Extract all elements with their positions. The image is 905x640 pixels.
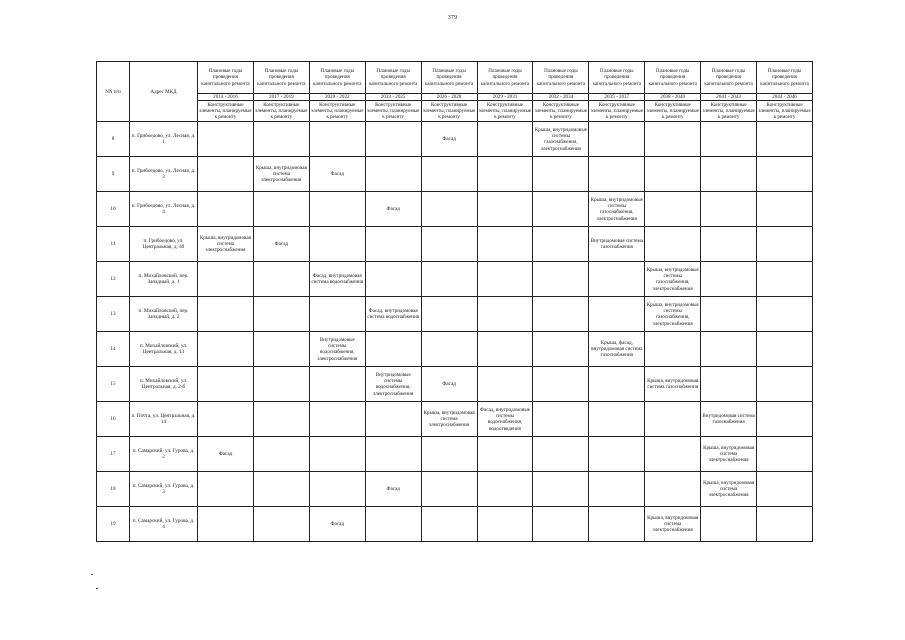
elements-header: Конструктивные элементы, планируемые к ремонту (758, 101, 811, 121)
repair-cell (365, 402, 421, 437)
repair-cell (198, 122, 254, 157)
repair-cell (589, 157, 645, 192)
repair-cell (365, 507, 421, 542)
repair-cell (533, 367, 589, 402)
repair-cell (309, 297, 365, 332)
repair-cell (589, 507, 645, 542)
row-number: 13 (97, 297, 130, 332)
repair-cell: Крыша, внутридомовая система электроснабжения (701, 437, 757, 472)
repair-cell (309, 122, 365, 157)
row-number: 10 (97, 192, 130, 227)
repair-cell (701, 157, 757, 192)
row-number: 19 (97, 507, 130, 542)
row-address: п. Грибоедово, ул. Лесная, д. 3 (130, 157, 198, 192)
repair-cell (757, 192, 813, 227)
period-header: 2023 - 2025 (365, 94, 421, 101)
repair-cell: Крыша, внутридомовые системы газоснабжения, электроснабжения (645, 297, 701, 332)
repair-schedule-table (96, 61, 813, 542)
period-header: 2017 - 2019 (253, 94, 309, 101)
repair-cell (365, 262, 421, 297)
repair-cell (253, 297, 309, 332)
repair-cell (198, 472, 254, 507)
repair-cell (477, 297, 533, 332)
repair-cell (477, 332, 533, 367)
repair-cell: Крыша, внутридомовая система газоснабжения (645, 367, 701, 402)
repair-cell (365, 437, 421, 472)
repair-cell (589, 367, 645, 402)
repair-cell (365, 157, 421, 192)
repair-cell (198, 157, 254, 192)
repair-cell (421, 437, 477, 472)
row-number: 17 (97, 437, 130, 472)
nn-header: NN п/п (97, 62, 130, 122)
repair-cell (645, 122, 701, 157)
header-row-planned (97, 62, 813, 94)
repair-cell: Фасад (421, 367, 477, 402)
table-row (97, 192, 813, 227)
repair-cell: Крыша, внутридомовые системы газоснабжения, электроснабжения (645, 262, 701, 297)
repair-cell (253, 332, 309, 367)
repair-cell (309, 192, 365, 227)
table-row (97, 297, 813, 332)
planned-years-header: Плановые годы проведения капитального ремонта (477, 62, 533, 94)
repair-cell (421, 192, 477, 227)
repair-cell (198, 367, 254, 402)
repair-cell (589, 122, 645, 157)
repair-cell: Фасад (365, 192, 421, 227)
repair-cell (421, 227, 477, 262)
elements-header: Конструктивные элементы, планируемые к ремонту (478, 101, 532, 121)
repair-cell (701, 192, 757, 227)
elements-header: Конструктивные элементы, планируемые к ремонту (255, 101, 308, 121)
address-header: Адрес МКД (130, 62, 198, 122)
repair-cell: Крыша, внутридомовая система электроснабжения (701, 472, 757, 507)
period-header: 2032 - 2034 (533, 94, 589, 101)
planned-years-header: Плановые годы проведения капитального ремонта (253, 62, 309, 94)
row-address: п. Михайловский, пер. Западный, д. 1 (130, 262, 198, 297)
repair-cell (198, 507, 254, 542)
repair-cell (533, 297, 589, 332)
table-body (97, 122, 813, 542)
row-address: п. Грибоедово, ул. Лесная, д. 1 (130, 122, 198, 157)
repair-cell: Фасад (253, 227, 309, 262)
repair-cell (533, 437, 589, 472)
repair-cell: Внутридомовые системы водоснабжения, электроснабжения (365, 367, 421, 402)
repair-cell: Крыша, внутридомовые системы газоснабжения, электроснабжения (589, 192, 645, 227)
repair-cell: Крыша, внутридомовая система электроснабжения (253, 157, 309, 192)
repair-cell (533, 332, 589, 367)
repair-cell (589, 402, 645, 437)
row-address: п. Самарский, ул. Гурова, д. 4 (130, 507, 198, 542)
planned-years-header: Плановые годы проведения капитального ремонта (365, 62, 421, 94)
repair-cell (198, 402, 254, 437)
elements-header: Конструктивные элементы, планируемые к ремонту (646, 101, 699, 121)
period-header: 2041 - 2043 (701, 94, 757, 101)
repair-cell (309, 472, 365, 507)
repair-cell (701, 262, 757, 297)
repair-cell (477, 157, 533, 192)
row-number: 14 (97, 332, 130, 367)
row-address: п. Михайловский, ул. Центральная, д. 2-б (130, 367, 198, 402)
repair-cell (477, 507, 533, 542)
repair-cell (701, 122, 757, 157)
repair-cell (365, 332, 421, 367)
repair-cell (757, 227, 813, 262)
row-number: 8 (97, 122, 130, 157)
repair-cell: Крыша, внутридомовая система электроснабжения (421, 402, 477, 437)
repair-cell: Фасад (421, 122, 477, 157)
repair-cell (309, 367, 365, 402)
repair-cell (701, 507, 757, 542)
table-row (97, 332, 813, 367)
repair-cell: Фасад, внутридомовые системы водоснабжения, водоотведения (477, 402, 533, 437)
repair-cell (645, 192, 701, 227)
repair-cell (533, 262, 589, 297)
scan-mark (96, 588, 98, 589)
repair-cell (477, 262, 533, 297)
row-address: п. Михайловский, ул. Центральная, д. 13 (130, 332, 198, 367)
repair-cell (701, 367, 757, 402)
row-number: 15 (97, 367, 130, 402)
elements-header: Конструктивные элементы, планируемые к ремонту (590, 101, 643, 121)
repair-cell (645, 472, 701, 507)
period-header: 2029 - 2031 (477, 94, 533, 101)
repair-cell (645, 437, 701, 472)
repair-cell (757, 367, 813, 402)
elements-header: Конструктивные элементы, планируемые к ремонту (702, 101, 755, 121)
table-row (97, 262, 813, 297)
row-number: 9 (97, 157, 130, 192)
planned-years-header: Плановые годы проведения капитального ремонта (198, 62, 254, 94)
repair-cell (477, 367, 533, 402)
header-row-periods (97, 94, 813, 101)
repair-cell (533, 157, 589, 192)
row-number: 18 (97, 472, 130, 507)
elements-header: Конструктивные элементы, планируемые к ремонту (534, 101, 588, 121)
repair-cell (645, 227, 701, 262)
repair-cell (365, 122, 421, 157)
period-header: 2044 - 2046 (757, 94, 813, 101)
repair-cell: Фасад (309, 157, 365, 192)
repair-cell (757, 262, 813, 297)
repair-cell (589, 297, 645, 332)
repair-cell (477, 437, 533, 472)
repair-cell: Внутридомовая система газоснабжения (589, 227, 645, 262)
planned-years-header: Плановые годы проведения капитального ремонта (309, 62, 365, 94)
repair-cell (309, 402, 365, 437)
repair-cell: Крыша, внутридомовые системы газоснабжения, электроснабжения (533, 122, 589, 157)
table-row (97, 227, 813, 262)
repair-cell (421, 332, 477, 367)
repair-cell (309, 227, 365, 262)
repair-cell (757, 472, 813, 507)
row-address: п. Грибоедово, ул. Центральная, д. 40 (130, 227, 198, 262)
period-header: 2035 - 2037 (589, 94, 645, 101)
repair-cell: Крыша, внутридомовая система электроснабжения (645, 507, 701, 542)
planned-years-header: Плановые годы проведения капитального ремонта (589, 62, 645, 94)
table-row (97, 402, 813, 437)
repair-cell (701, 297, 757, 332)
repair-cell (589, 262, 645, 297)
row-number: 16 (97, 402, 130, 437)
planned-years-header: Плановые годы проведения капитального ремонта (757, 62, 813, 94)
repair-cell (589, 437, 645, 472)
repair-cell (645, 157, 701, 192)
repair-cell: Крыша, внутридомовая система электроснабжения (198, 227, 254, 262)
table-row (97, 507, 813, 542)
repair-cell (198, 192, 254, 227)
repair-cell: Фасад, внутридомовая система водоснабжения (365, 297, 421, 332)
repair-cell: Фасад, внутридомовая система водоснабжения (309, 262, 365, 297)
repair-cell (253, 192, 309, 227)
elements-header: Конструктивные элементы, планируемые к ремонту (311, 101, 364, 121)
repair-cell (757, 402, 813, 437)
header-row-elements (97, 101, 813, 122)
row-address: п. Самарский, ул. Гурова, д. 2 (130, 437, 198, 472)
elements-header: Конструктивные элементы, планируемые к ремонту (199, 101, 252, 121)
repair-cell (198, 332, 254, 367)
repair-cell: Крыша, фасад, внутридомовая система газоснабжения (589, 332, 645, 367)
repair-cell (757, 297, 813, 332)
repair-cell (757, 437, 813, 472)
row-address: п. Самарский, ул. Гурова, д. 3 (130, 472, 198, 507)
repair-cell (645, 332, 701, 367)
repair-cell (198, 262, 254, 297)
repair-cell (309, 437, 365, 472)
scan-mark (91, 574, 93, 575)
repair-cell (701, 332, 757, 367)
elements-header: Конструктивные элементы, планируемые к ремонту (422, 101, 476, 121)
repair-cell (421, 262, 477, 297)
repair-cell: Внутридомовая система газоснабжения (701, 402, 757, 437)
repair-cell (533, 192, 589, 227)
repair-cell (701, 227, 757, 262)
row-address: п. Почта, ул. Центральная, д. 14 (130, 402, 198, 437)
repair-cell (421, 507, 477, 542)
period-header: 2014 - 2016 (198, 94, 254, 101)
table-row (97, 367, 813, 402)
period-header: 2020 - 2022 (309, 94, 365, 101)
repair-cell: Фасад (365, 472, 421, 507)
row-address: п. Грибоедово, ул. Лесная, д. 4 (130, 192, 198, 227)
repair-cell (477, 192, 533, 227)
row-address: п. Михайловский, пер. Западный, д. 2 (130, 297, 198, 332)
repair-cell (533, 507, 589, 542)
row-number: 11 (97, 227, 130, 262)
repair-cell (253, 122, 309, 157)
repair-cell (533, 402, 589, 437)
period-header: 2038 - 2040 (645, 94, 701, 101)
repair-cell (533, 472, 589, 507)
repair-cell (757, 332, 813, 367)
table-row (97, 122, 813, 157)
repair-cell (757, 157, 813, 192)
row-number: 12 (97, 262, 130, 297)
repair-cell (645, 402, 701, 437)
repair-cell (477, 227, 533, 262)
repair-cell (253, 472, 309, 507)
repair-cell (477, 122, 533, 157)
repair-cell (253, 367, 309, 402)
elements-header: Конструктивные элементы, планируемые к ремонту (366, 101, 420, 121)
repair-cell: Фасад (198, 437, 254, 472)
table-row (97, 437, 813, 472)
table-row (97, 157, 813, 192)
planned-years-header: Плановые годы проведения капитального ремонта (533, 62, 589, 94)
repair-cell (253, 262, 309, 297)
planned-years-header: Плановые годы проведения капитального ремонта (645, 62, 701, 94)
repair-cell: Внутридомовые системы водоснабжения, электроснабжения (309, 332, 365, 367)
repair-cell (253, 402, 309, 437)
period-header: 2026 - 2028 (421, 94, 477, 101)
repair-cell (757, 507, 813, 542)
repair-cell (589, 472, 645, 507)
repair-cell (198, 297, 254, 332)
page-number: 379 (447, 15, 458, 21)
repair-cell (421, 157, 477, 192)
repair-cell (477, 472, 533, 507)
repair-cell (757, 122, 813, 157)
repair-cell (253, 437, 309, 472)
repair-cell (365, 227, 421, 262)
repair-cell: Фасад (309, 507, 365, 542)
planned-years-header: Плановые годы проведения капитального ремонта (701, 62, 757, 94)
repair-cell (421, 472, 477, 507)
table-row (97, 472, 813, 507)
repair-cell (533, 227, 589, 262)
repair-cell (421, 297, 477, 332)
repair-cell (253, 507, 309, 542)
planned-years-header: Плановые годы проведения капитального ремонта (421, 62, 477, 94)
